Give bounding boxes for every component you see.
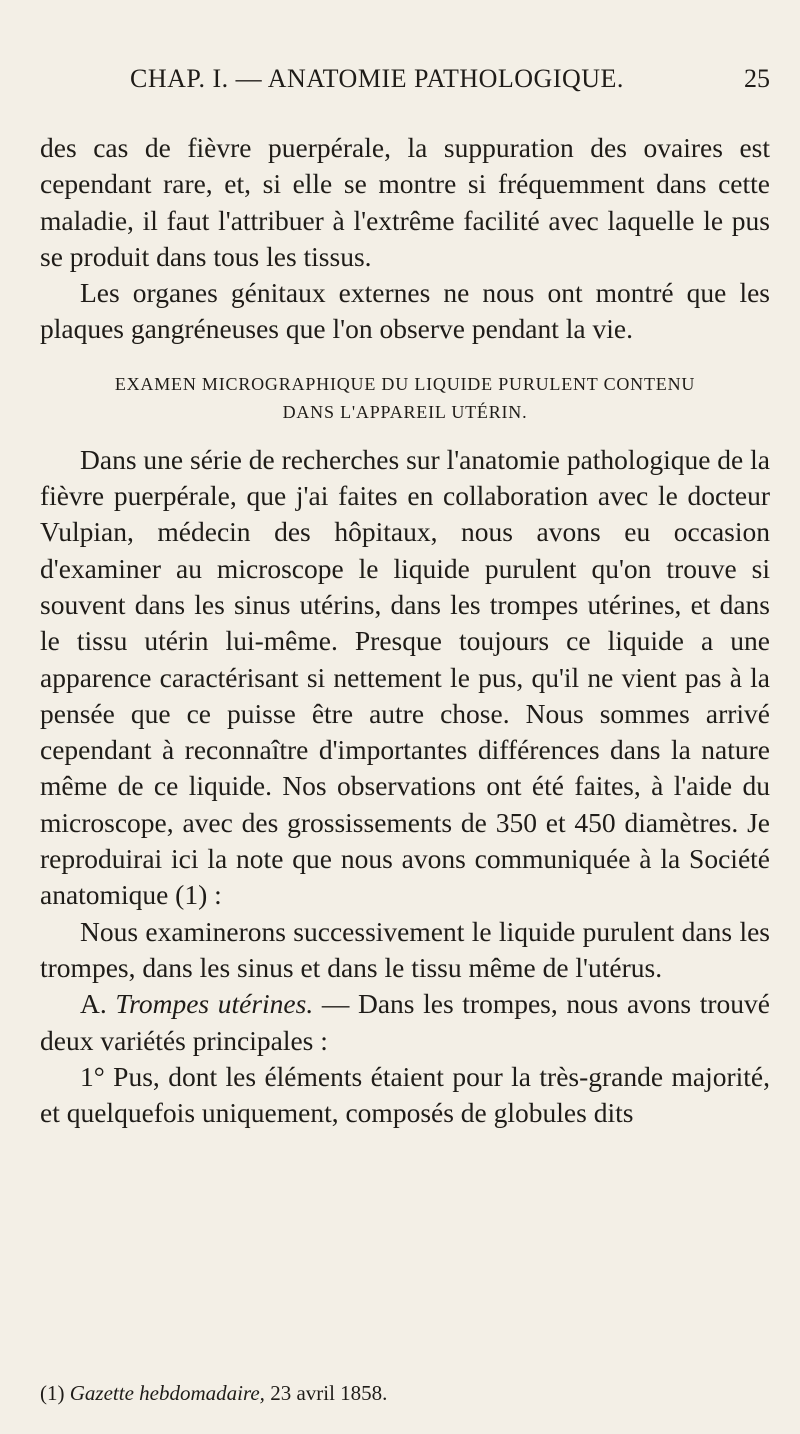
section-heading: [40, 370, 770, 426]
paragraph-6: 1° Pus, dont les éléments étaient pour la très-grande majorité, et quelquefois uniquement, composés de globules dits: [40, 1060, 770, 1129]
footnote-marker: (1): [40, 1381, 70, 1405]
chapter-title: CHAP. I. — ANATOMIE PATHOLOGIQUE.: [130, 64, 624, 93]
running-head: [40, 64, 770, 104]
paragraph-2: Les organes génitaux externes ne nous ont montré que les plaques gangréneuses que l'on observe pendant la vie.: [40, 277, 770, 345]
paragraph-5-italic: Trompes utérines.: [115, 988, 314, 1020]
section-heading-line-1: EXAMEN MICROGRAPHIQUE DU LIQUIDE PURULENT CONTENU: [114, 373, 696, 394]
footnote-date: 23 avril 1858.: [264, 1381, 388, 1405]
footnote: [40, 1380, 387, 1406]
paragraph-3: Dans une série de recherches sur l'anatomie pathologique de la fièvre puerpérale, que j'ai faites en collaboration avec le docteur Vulpian, médecin des hôpitaux, nous avons eu occasion d'examiner au microscope le liquide purulent qu'on trouve si souvent dans les sinus utérins, dans les trompes utérines, et dans le tissu utérin lui-même. Presque toujours ce liquide a une apparence caractérisant si nettement le pus, qu'il ne vient pas à la pensée que ce puisse être autre chose. Nous sommes arrivé cependant à reconnaître d'importantes différences dans la nature même de ce liquide. Nos observations ont été faites, à l'aide du microscope, avec des grossissements de 350 et 450 diamètres. Je reproduirai ici la note que nous avons communiquée à la Société anatomique (1) :: [40, 443, 770, 911]
paragraph-5-lead: A.: [80, 988, 116, 1020]
paragraph-5: [40, 986, 770, 1059]
section-heading-line-2: DANS L'APPAREIL UTÉRIN.: [282, 401, 528, 422]
paragraph-1: des cas de fièvre puerpérale, la suppuration des ovaires est cependant rare, et, si elle se montre si fréquemment dans cette maladie, il faut l'attribuer à l'extrême facilité avec laquelle le pus se produit dans tous les tissus.: [40, 132, 770, 272]
body-text: [40, 130, 770, 1131]
page-number: 25: [744, 64, 770, 93]
paragraph-5-rest: — Dans les trompes, nous avons trouvé deux variétés principales :: [40, 988, 770, 1056]
paragraph-4: Nous examinerons successivement le liquide purulent dans les trompes, dans les sinus et dans le tissu même de l'utérus.: [40, 915, 770, 983]
footnote-source: Gazette hebdomadaire,: [69, 1381, 265, 1405]
